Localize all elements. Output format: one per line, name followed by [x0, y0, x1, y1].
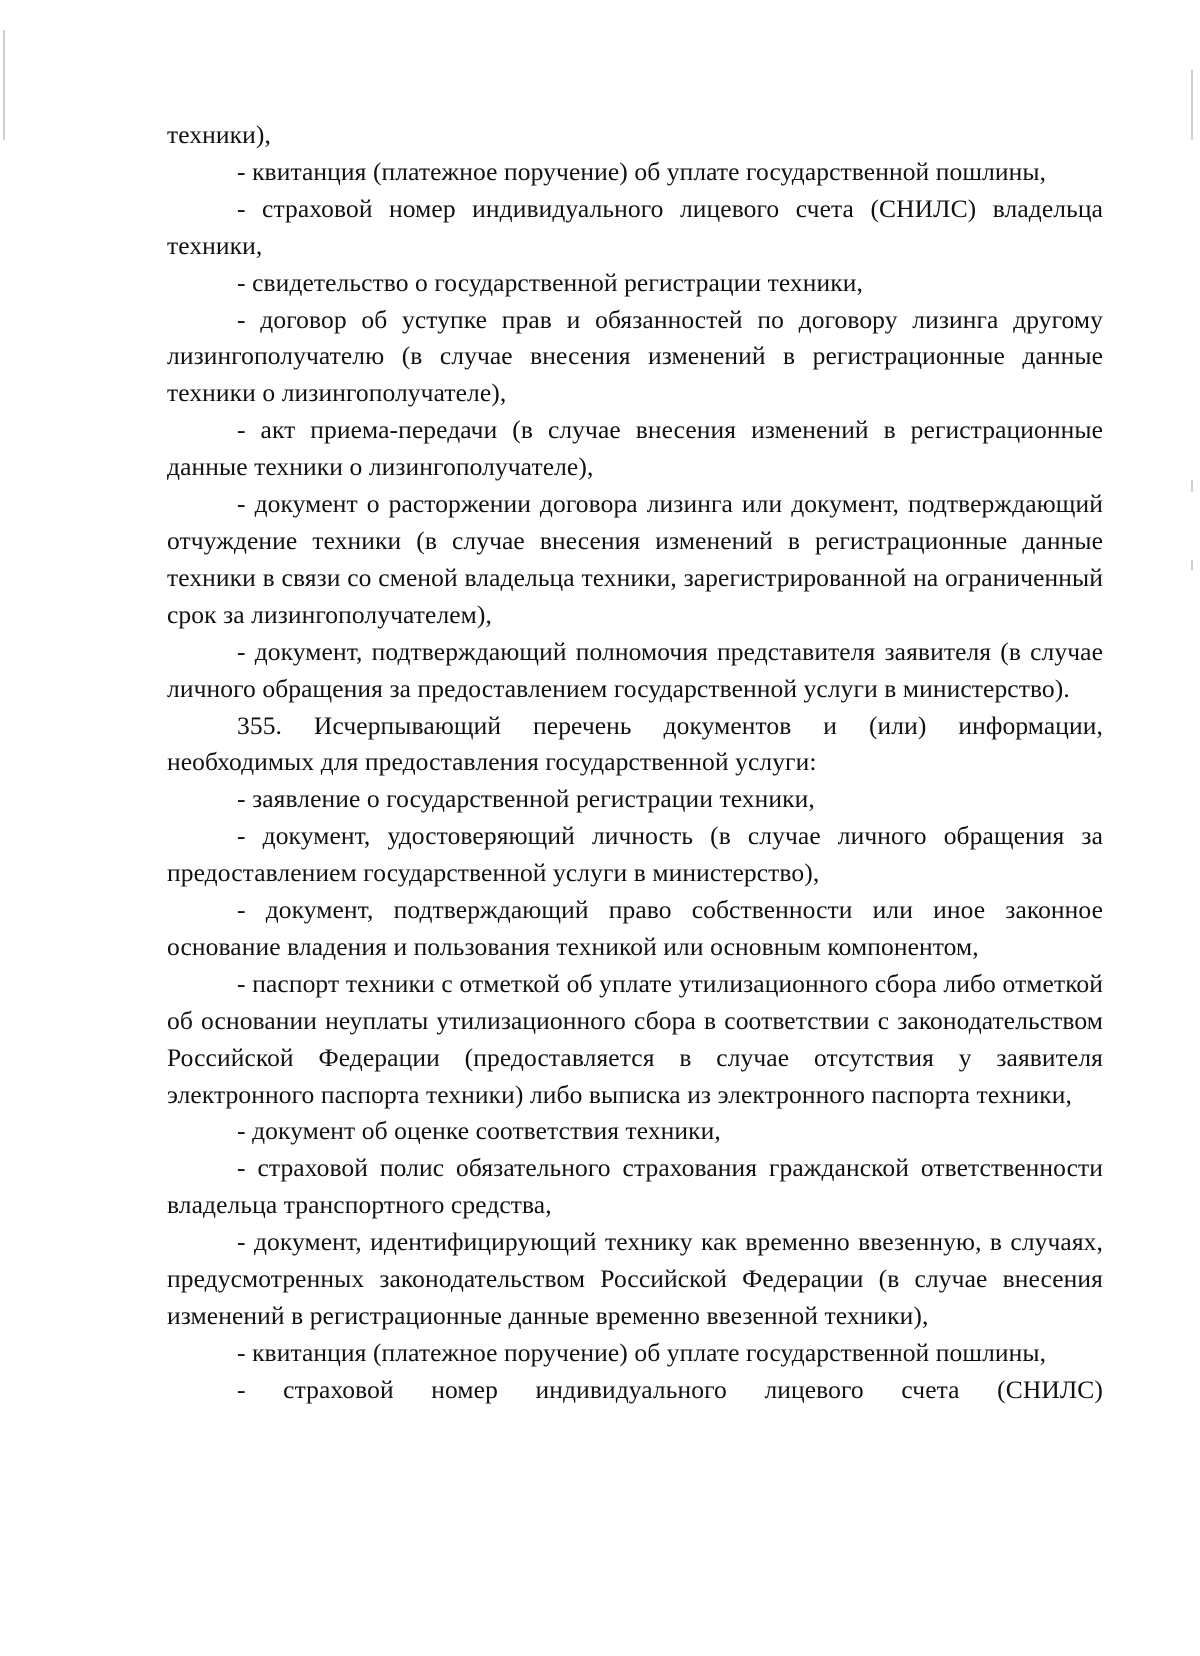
paragraph-list-item: - документ об оценке соответствия техники,	[237, 1116, 721, 1146]
paragraph-list-item: - свидетельство о государственной регистрации техники,	[237, 267, 863, 297]
scan-edge-mark	[3, 30, 5, 140]
paragraph-list-item: - документ, подтверждающий полномочия представителя заявителя (в случае личного обращения за предоставлением государственной услуги в министерство).	[167, 636, 1103, 703]
paragraph-list-item: - документ о расторжении договора лизинга или документ, подтверждающий отчуждение техники (в случае внесения изменений в регистрационные данные техники в связи со сменой владельца техники, зарегистрированной на ограниченный срок за лизингополучателем),	[167, 489, 1103, 629]
paragraph-list-item: - квитанция (платежное поручение) об уплате государственной пошлины,	[237, 156, 1047, 186]
scan-edge-mark	[1191, 70, 1193, 140]
paragraph-list-item: - страховой полис обязательного страхования гражданской ответственности владельца транспортного средства,	[167, 1153, 1103, 1220]
paragraph-list-item: - акт приема-передачи (в случае внесения изменений в регистрационные данные техники о лизингополучателе),	[167, 415, 1103, 482]
scan-edge-mark	[1191, 480, 1193, 492]
paragraph-list-item: - документ, идентифицирующий технику как временно ввезенную, в случаях, предусмотренных законодательством Российской Федерации (в случае внесения изменений в регистрационные данные временно ввезенной техники),	[167, 1227, 1103, 1330]
paragraph-list-item: - договор об уступке прав и обязанностей по договору лизинга другому лизингополучателю (в случае внесения изменений в регистрационные данные техники о лизингополучателе),	[167, 304, 1103, 408]
paragraph-numbered-clause: 355. Исчерпывающий перечень документов и (или) информации, необходимых для предоставления государственной услуги:	[167, 710, 1103, 777]
paragraph-continuation: техники),	[167, 120, 271, 149]
paragraph-list-item: - страховой номер индивидуального лицевого счета (СНИЛС) владельца техники,	[167, 193, 1103, 260]
paragraph-list-item: - документ, удостоверяющий личность (в случае личного обращения за предоставлением государственной услуги в министерство),	[167, 821, 1103, 888]
paragraph-list-item: - страховой номер индивидуального лицевого счета (СНИЛС)	[237, 1374, 1103, 1404]
document-body	[167, 117, 1103, 1409]
paragraph-list-item: - квитанция (платежное поручение) об уплате государственной пошлины,	[237, 1337, 1047, 1367]
paragraph-list-item: - документ, подтверждающий право собственности или иное законное основание владения и пользования техникой или основным компонентом,	[167, 895, 1103, 961]
scan-edge-mark	[1191, 560, 1193, 570]
paragraph-list-item: - заявление о государственной регистрации техники,	[237, 784, 815, 814]
paragraph-list-item: - паспорт техники с отметкой об уплате утилизационного сбора либо отметкой об основании неуплаты утилизационного сбора в соответствии с законодательством Российской Федерации (предоставляется в случае отсутствия у заявителя электронного паспорта техники) либо выписка из электронного паспорта техники,	[167, 968, 1103, 1109]
